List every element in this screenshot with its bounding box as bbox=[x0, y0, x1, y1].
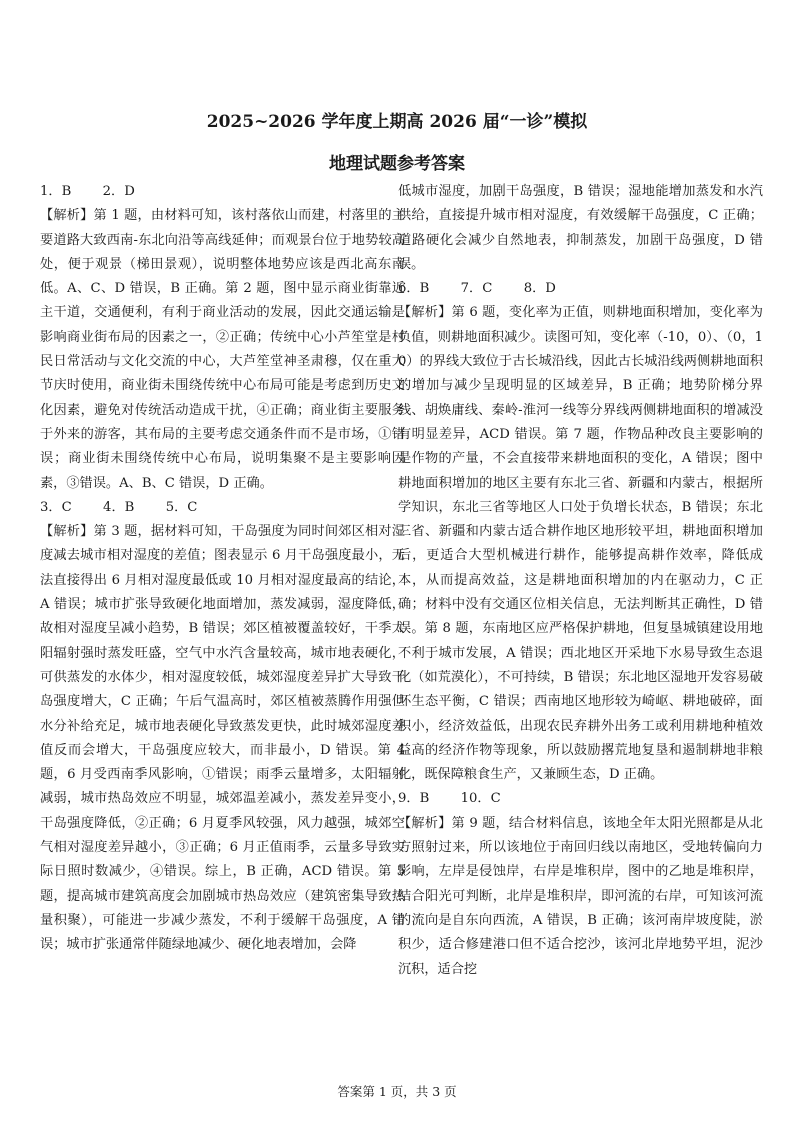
answer-key-6-8: 6．B 7．C 8．D bbox=[398, 281, 556, 297]
page-title: 2025~2026 学年度上期高 2026 届“一诊”模拟 bbox=[206, 112, 588, 132]
explanation-1-2: 【解析】第 1 题，由材料可知，该村落依山而建，村落里的主要道路大致西南-东北向沿等高线延伸；而观景台位于地势较高处，便于观景（梯田景观），说明整体地势应该是西北高东南低。A、C、D 错误，B 正确。第 2 题，图中显示商业街靠近主干道，交通便利，有利于商业活动的发展，因此交通运输是影响商业街布局的因素之一，②正确；传统中心小芦笙堂是村民日常活动与文化交流的中心，大芦笙堂神圣肃穆，仅在重大节庆时使用，商业街未围绕传统中心布局可能是考虑到历史文化因素，避免对传统活动造成干扰，④正确；商业街主要服务于外来的游客，其布局的主要考虑交通条件而不是市场，①错误；商业街未围绕传统中心布局，说明集聚不是主要影响因素，③错误。A、B、C 错误，D 正确。 bbox=[40, 208, 405, 491]
right-column bbox=[398, 180, 763, 982]
page-subtitle: 地理试题参考答案 bbox=[329, 154, 465, 174]
answer-key-1-2: 1．B 2．D bbox=[40, 184, 135, 199]
explanation-6-8: 【解析】第 6 题，变化率为正值，则耕地面积增加，变化率为负值，则耕地面积减少。读图可知，变化率（-10，0）、（0，10）的界线大致位于古长城沿线，因此古长城沿线两侧耕地面积的增加与减少呈现明显的区域差异，B 正确；地势阶梯分界线、胡焕庸线、秦岭-淮河一线等分界线两侧耕地面积的增减没有明显差异，ACD 错误。第 7 题，作物品种改良主要影响的是作物的产量，不会直接带来耕地面积的变化，A 错误；图中耕地面积增加的地区主要有东北三省、新疆和内蒙古，根据所学知识，东北三省等地区人口处于负增长状态，B 错误；东北三省、新疆和内蒙古适合耕作地区地形较平坦，耕地面积增加后，更适合大型机械进行耕作，能够提高耕作效率，降低成本，从而提高效益，这是耕地面积增加的内在驱动力，C 正确；材料中没有交通区位相关信息，无法判断其正确性，D 错误。第 8 题，东南地区应严格保护耕地，但复垦城镇建设用地不利于城市发展，A 错误；西北地区开采地下水易导致生态退化（如荒漠化），不可持续，B 错误；东北地区湿地开发容易破坏生态平衡，C 错误；西南地区地形较为崎岖、耕地破碎，面积小，经济效益低，出现农民弃耕外出务工或利用耕地种植效益高的经济作物等现象，所以鼓励撂荒地复垦和遏制耕地非粮化，既保障粮食生产，又兼顾生态，D 正确。 bbox=[398, 305, 763, 783]
explanation-3-5: 【解析】第 3 题，据材料可知，干岛强度为同时间郊区相对湿度减去城市相对湿度的差值；图表显示 6 月干岛强度最小，无法直接得出 6 月相对湿度最低或 10 月相对湿度最高的结论，A 错误；城市扩张导致硬化地面增加，蒸发减弱，湿度降低，故相对湿度呈减小趋势，B 错误；郊区植被覆盖较好，干季太阳辐射强时蒸发旺盛，空气中水汽含量较高，城市地表硬化，可供蒸发的水体少，相对湿度较低，城郊湿度差异扩大导致干岛强度增大，C 正确；午后气温高时，郊区植被蒸腾作用强但水分补给充足，城市地表硬化导致蒸发更快，此时城郊湿度差值反而会增大，干岛强度应较大，而非最小，D 错误。第 4 题，6 月受西南季风影响，①错误；雨季云量增多，太阳辐射减弱，城市热岛效应不明显，城郊温差减小，蒸发差异变小，干岛强度降低，②正确；6 月夏季风较强，风力越强，城郊空气相对湿度差异越小，③正确；6 月正值雨季，云量多导致实际日照时数减少，④错误。综上，B 正确，ACD 错误。第 5 题，提高城市建筑高度会加剧城市热岛效应（建筑密集导致热量积聚），可能进一步减少蒸发，不利于缓解干岛强度，A 错误；城市扩张通常伴随绿地减少、硬化地表增加，会降 bbox=[40, 524, 405, 953]
explanation-9-10: 【解析】第 9 题，结合材料信息，该地全年太阳光照都是从北方照射过来，所以该地位于南回归线以南地区，受地转偏向力影响，左岸是侵蚀岸，右岸是堆积岸，图中的乙地是堆积岸，结合阳光可判断，北岸是堆积岸，即河流的右岸，可知该河流的流向是自东向西流，A 错误，B 正确；该河南岸坡度陡，淤积少，适合修建港口但不适合挖沙，该河北岸地势平坦，泥沙沉积，适合挖 bbox=[398, 815, 763, 977]
page-footer: 答案第 1 页，共 3 页 bbox=[337, 1084, 457, 1099]
answer-key-9-10: 9．B 10．C bbox=[398, 791, 501, 807]
explanation-5-continued: 低城市湿度，加剧干岛强度，B 错误；湿地能增加蒸发和水汽供给，直接提升城市相对湿度，有效缓解干岛强度，C 正确；道路硬化会减少自然地表，抑制蒸发，加剧干岛强度，D 错误。 bbox=[398, 184, 763, 272]
left-column bbox=[40, 180, 405, 958]
answer-key-3-5: 3．C 4．B 5．C bbox=[40, 499, 198, 515]
